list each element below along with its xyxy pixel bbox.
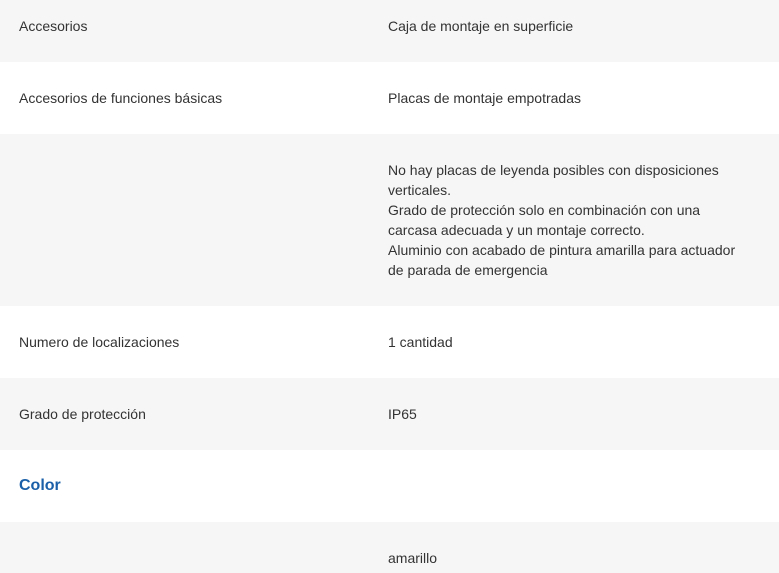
spec-row-accesorios-funciones bbox=[0, 62, 779, 134]
spec-label: Accesorios bbox=[19, 18, 88, 34]
spec-row-color bbox=[0, 522, 779, 573]
note-line: de parada de emergencia bbox=[388, 262, 548, 278]
section-title: Color bbox=[19, 477, 61, 494]
spec-value: Placas de montaje empotradas bbox=[388, 90, 581, 106]
note-line: Aluminio con acabado de pintura amarilla para actuador bbox=[388, 242, 736, 258]
note-line: Grado de protección solo en combinación con una bbox=[388, 202, 701, 218]
spec-value: 1 cantidad bbox=[388, 334, 453, 350]
note-line: carcasa adecuada y un montaje correcto. bbox=[388, 222, 645, 238]
note-line: No hay placas de leyenda posibles con disposiciones bbox=[388, 162, 719, 178]
spec-row-accesorios bbox=[0, 0, 779, 62]
spec-value: Caja de montaje en superficie bbox=[388, 18, 574, 34]
spec-row-localizaciones bbox=[0, 306, 779, 378]
spec-label: Numero de localizaciones bbox=[19, 334, 180, 350]
note-line: verticales. bbox=[388, 182, 452, 198]
spec-value-notes bbox=[388, 160, 748, 280]
spec-value: IP65 bbox=[388, 406, 417, 422]
spec-label: Grado de protección bbox=[19, 406, 146, 422]
spec-row-notas bbox=[0, 134, 779, 306]
spec-label: Accesorios de funciones básicas bbox=[19, 90, 223, 106]
section-header-color bbox=[0, 450, 779, 522]
spec-row-grado-proteccion bbox=[0, 378, 779, 450]
spec-value: amarillo bbox=[388, 550, 438, 566]
